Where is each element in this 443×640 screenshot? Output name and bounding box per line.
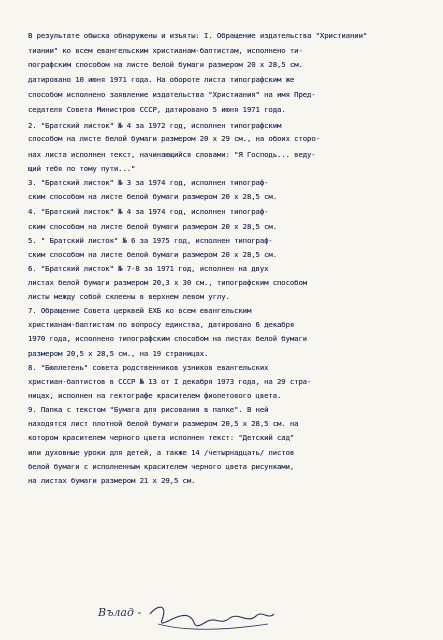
document-line: ским способом на листе белой бумаги размером 20 х 28,5 см. (28, 250, 278, 259)
document-line: способом исполнено заявление издательства "Христиания" на имя Пред- (28, 90, 316, 99)
document-line: христианам-баптистам по вопросу единства, датировано 6 декабря (28, 320, 295, 329)
document-line: белой бумаги с исполненным красителем черного цвета рисунками, (28, 462, 295, 471)
document-line: В результате обыска обнаружены и изъяты: I. Обращение издательства "Христиании" (28, 31, 368, 40)
signature (98, 602, 298, 638)
document-line: седателя Совета Министров СССР, датировано 5 июня 1971 года. (28, 105, 286, 114)
signature-text: Вълад - (98, 606, 142, 619)
document-line: 7. Обращение Совета церквей ЕХБ ко всем евангельским (28, 306, 252, 315)
document-line: на листах бумаги размером 21 х 29,5 см. (28, 476, 196, 485)
document-line: котором красителем черного цвета исполнен текст: "Детский сад" (28, 433, 295, 442)
document-line: или духовные уроки для детей, а также 14 /четырнадцать/ листов (28, 448, 295, 457)
document-line: 2. "Братский листок" № 4 за 1972 год, исполнен типографским (28, 121, 282, 130)
document-line: 9. Папка с текстом "Бумага для рисования в папке". В ней (28, 405, 269, 414)
document-line: 8. "Бюллетень" совета родственников узников евангельских (28, 363, 269, 372)
document-line: тиании" ко всем евангельским христианам-баптистам, исполнено ти- (28, 46, 303, 55)
document-line: 6. "Братский листок" № 7-8 за 1971 год, исполнен на двух (28, 264, 269, 273)
document-line: способом на листе белой бумаги размером 20 х 29 см., на обоих сторо- (28, 134, 320, 143)
document-line: 1970 года, исполнено типографским способом на листах белой бумаги (28, 334, 308, 343)
document-line: ским способом на листе белой бумаги размером 20 х 28,5 см. (28, 192, 278, 201)
document-line: размером 20,5 х 28,5 см., на 19 страницах. (28, 349, 209, 358)
document-line: датировано 10 июня 1971 года. На обороте листа типографским же (28, 75, 295, 84)
document-line: нах листа исполнен текст, начинающийся словами: "Я Господь... веду- (28, 150, 316, 159)
document-line: ницах, исполнен на гектографе красителем фиолетового цвета. (28, 391, 282, 400)
document-line: 3. "Братский листок" № 3 за 1974 год, исполнен типограф- (28, 178, 269, 187)
signature-scribble-icon (98, 602, 298, 638)
document-line: щий тебя по тому пути..." (28, 164, 136, 173)
document-line: пографским способом на листе белой бумаги размером 20 х 28,5 см. (28, 60, 303, 69)
document-line: ским способом на листе белой бумаги размером 20 х 28,5 см. (28, 222, 278, 231)
document-line: 4. "Братский листок" № 4 за 1974 год, исполнен типограф- (28, 207, 269, 216)
document-line: листы между собой склеены в верхнем левом углу. (28, 292, 230, 301)
document-line: находятся лист плотной белой бумаги размером 20,5 х 28,5 см. на (28, 419, 299, 428)
document-line: листах белой бумаги размером 20,3 х 30 см., типографским способом (28, 278, 308, 287)
document-line: христиан-баптистов в СССР № 13 от I декабря 1973 года, на 29 стра- (28, 377, 312, 386)
document-line: 5. " Братский листок" № 6 за 1975 год, исполнен типограф- (28, 236, 273, 245)
